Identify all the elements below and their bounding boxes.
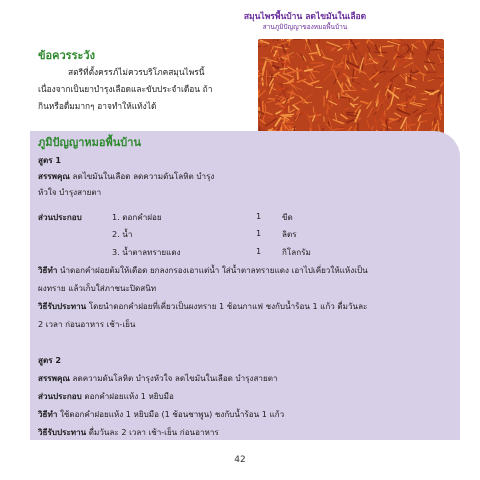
petal-stroke [279, 84, 283, 85]
recipe1-ingredients-label: ส่วนประกอบ [38, 212, 82, 222]
petal-stroke [281, 114, 293, 115]
ingredient-qty: 1 [256, 246, 262, 256]
ingredient-unit: ลิตร [282, 229, 297, 239]
petal-stroke [384, 113, 385, 122]
petal-stroke [418, 121, 423, 122]
caution-title: ข้อควรระวัง [38, 49, 95, 62]
petal-stroke [326, 48, 334, 49]
ingredient-unit: ขีด [282, 212, 293, 222]
petal-stroke [346, 55, 347, 69]
recipe2-ingredients [38, 390, 174, 402]
ingredient-name: 1. ดอกคำฝอย [112, 212, 162, 222]
petal-stroke [390, 119, 394, 120]
caution-line: เนื่องจากเป็นยาบำรุงเลือดและขับประจำเดือน ถ้า [38, 84, 213, 94]
caution-body [38, 64, 252, 115]
petal-stroke [402, 104, 403, 110]
petal-stroke [258, 90, 259, 97]
recipe2-method [38, 408, 284, 420]
caution-line: สตรีที่ตั้งครรภ์ไม่ควรบริโภคสมุนไพรนี้ [68, 67, 205, 77]
value: โดยนำดอกคำฝอยที่เคี่ยวเป็นผงทราย 1 ช้อนกาแฟ ชงกับน้ำร้อน 1 แก้ว ดื่มวันละ [86, 301, 368, 311]
petal-stroke [280, 69, 287, 70]
safflower-photo [258, 39, 444, 141]
petal-stroke [410, 117, 411, 125]
ingredient-name: 2. น้ำ [112, 229, 133, 239]
ingredient-unit: กิโลกรัม [282, 247, 311, 257]
value: ลดความดันโลหิต บำรุงหัวใจ ลดไขมันในเลือด บำรุงสายตา [69, 373, 278, 383]
value: ใช้ดอกคำฝอยแห้ง 1 หยิบมือ (1 ช้อนชาพูน) ชงกับน้ำร้อน 1 แก้ว [57, 409, 285, 419]
caution-line: กินหรือดื่มมากๆ อาจทำให้แท้งได้ [38, 101, 157, 111]
recipe2-properties [38, 372, 278, 384]
value: ลดไขมันในเลือด ลดความดันโลหิต บำรุง [69, 171, 215, 181]
label: ส่วนประกอบ [38, 391, 82, 401]
petal-stroke [277, 39, 278, 41]
petal-stroke [305, 45, 306, 50]
label: วิธีทำ [38, 265, 58, 275]
recipe1-method-cont: ผงทราย แล้วเก็บใส่ภาชนะปิดสนิท [38, 283, 157, 293]
section-title: ภูมิปัญญาหมอพื้นบ้าน [38, 136, 141, 149]
value: นำดอกคำฝอยต้มให้เดือด ยกลงกรองเอาแต่น้ำ ใส่น้ำตาลทรายแดง เอาไปเคี่ยวให้แห้งเป็น [57, 265, 368, 275]
page-header [140, 12, 470, 31]
petal-stroke [431, 49, 441, 50]
petal-stroke [267, 117, 274, 118]
label: วิธีรับประทาน [38, 427, 87, 437]
petal-stroke [311, 63, 322, 64]
recipe2-usage [38, 426, 219, 438]
safflower-image [258, 39, 444, 141]
petal-stroke [327, 91, 328, 98]
ingredient-qty: 1 [256, 211, 262, 221]
label: สรรพคุณ [38, 171, 70, 181]
petal-stroke [284, 116, 291, 117]
header-title: สมุนไพรพื้นบ้าน ลดไขมันในเลือด [243, 12, 367, 22]
petal-stroke [329, 122, 330, 126]
ingredient-qty: 1 [256, 228, 262, 238]
petal-stroke [353, 69, 354, 81]
label: สรรพคุณ [38, 373, 70, 383]
petal-stroke [410, 70, 411, 80]
petal-stroke [276, 54, 277, 60]
petal-stroke [406, 58, 412, 59]
label: วิธีทำ [38, 409, 58, 419]
page-number: 42 [234, 455, 246, 465]
recipe1-properties-cont: หัวใจ บำรุงสายตา [38, 187, 102, 197]
recipe1-usage [38, 300, 367, 312]
header-subtitle: สานภูมิปัญญาของหมอพื้นบ้าน [262, 22, 348, 31]
recipe1-method [38, 264, 368, 276]
recipe2-title: สูตร 2 [38, 355, 61, 365]
petal-stroke [378, 96, 379, 103]
ingredient-name: 3. น้ำตาลทรายแดง [112, 247, 181, 257]
recipe1-properties [38, 170, 214, 182]
petal-stroke [365, 54, 366, 63]
recipe1-usage-cont: 2 เวลา ก่อนอาหาร เช้า-เย็น [38, 319, 136, 329]
value: ดื่มวันละ 2 เวลา เช้า-เย็น ก่อนอาหาร [86, 427, 219, 437]
value: ดอกคำฝอยแห้ง 1 หยิบมือ [81, 391, 174, 401]
recipe1-title: สูตร 1 [38, 155, 61, 165]
label: วิธีรับประทาน [38, 301, 87, 311]
